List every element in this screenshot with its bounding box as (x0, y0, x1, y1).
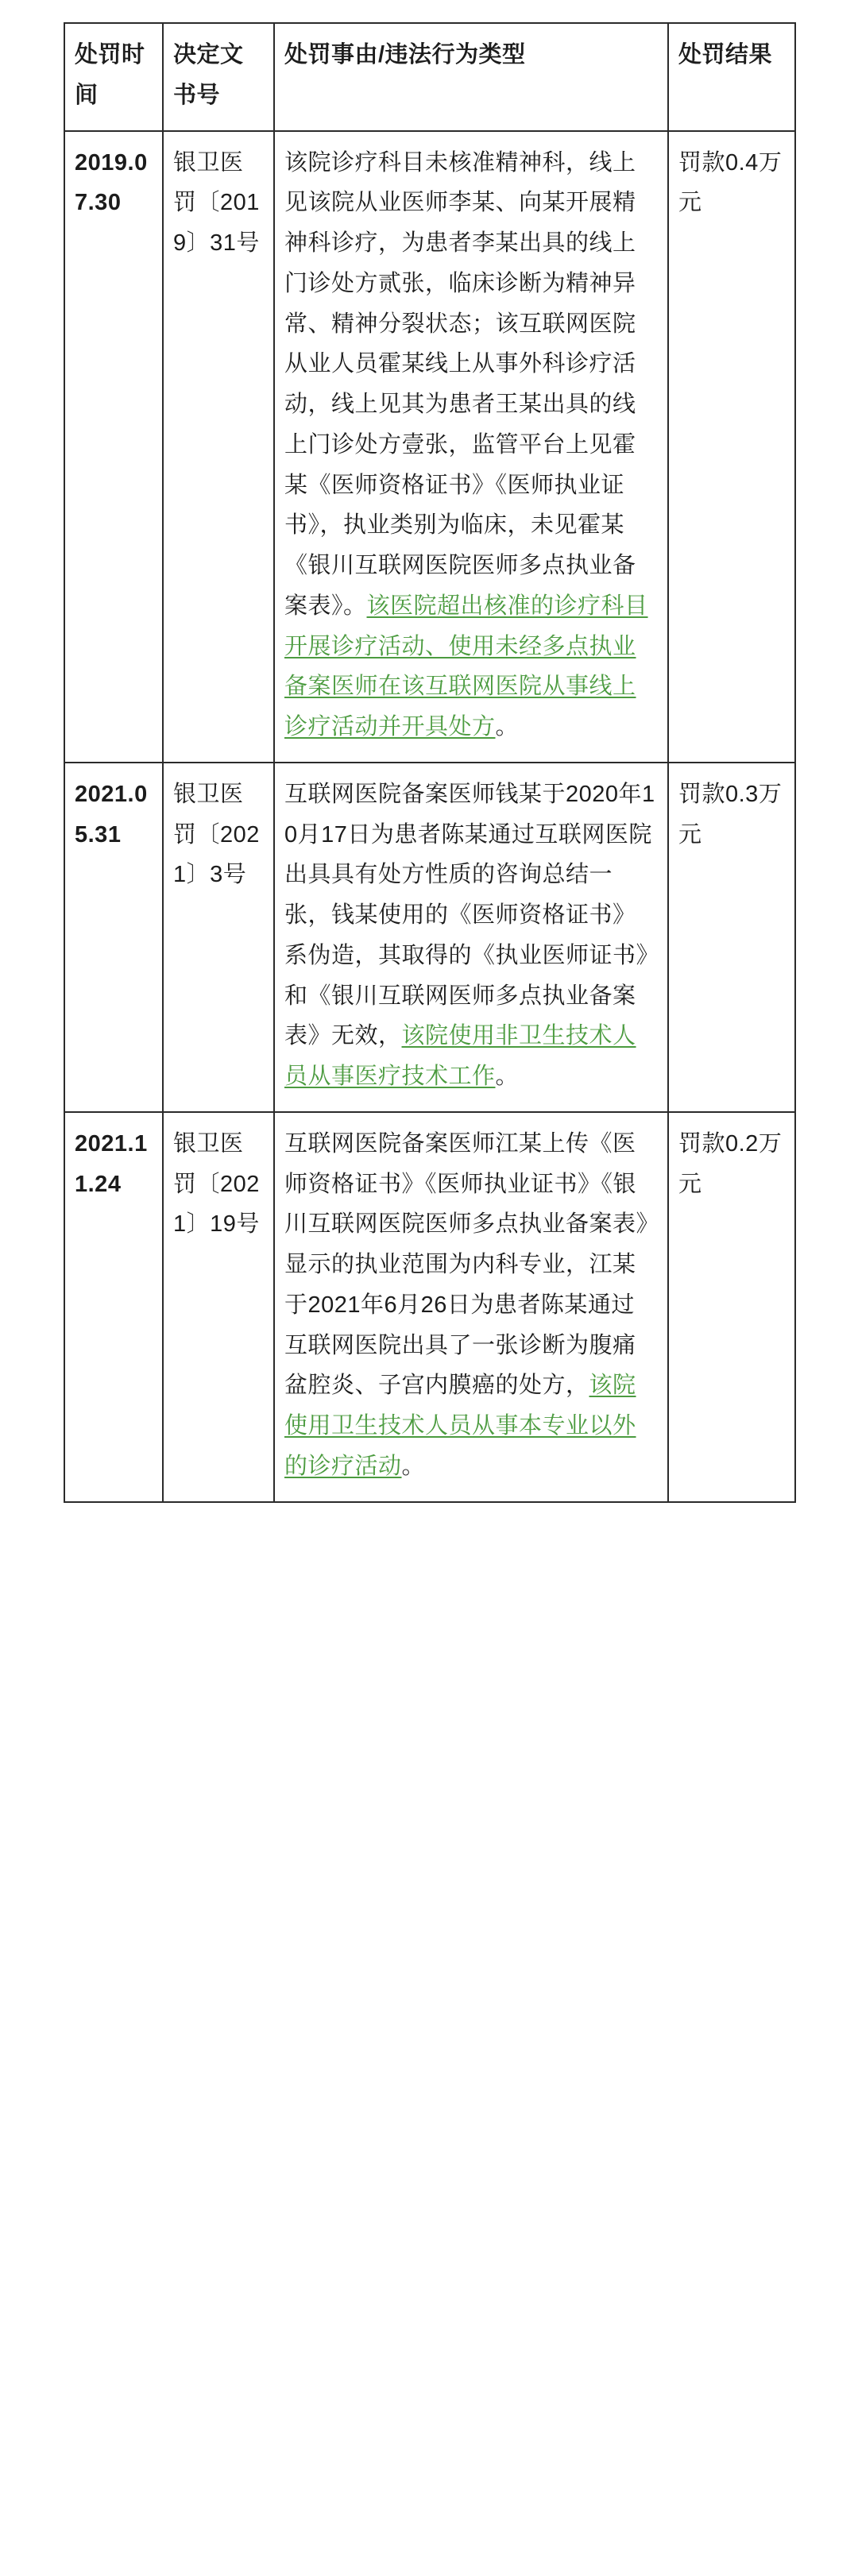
cell-result: 罚款0.2万元 (668, 1112, 795, 1502)
reason-plain-text: 互联网医院备案医师江某上传《医师资格证书》《医师执业证书》《银川互联网医院医师多点执业备案表》显示的执业范围为内科专业，江某于2021年6月26日为患者陈某通过互联网医院出具了一张诊断为腹痛盆腔炎、子宫内膜癌的处方， (284, 1130, 648, 1399)
table-row (64, 763, 795, 1112)
reason-plain-tail: 。 (495, 1064, 520, 1089)
cell-reason (274, 1112, 668, 1502)
cell-time: 2021.11.24 (64, 1112, 163, 1502)
column-header-reason: 处罚事由/违法行为类型 (274, 23, 668, 131)
reason-highlight-text: 该院使用卫生技术人员从事本专业以外的诊疗活动 (284, 1373, 636, 1479)
reason-plain-text: 互联网医院备案医师钱某于2020年10月17日为患者陈某通过互联网医院出具具有处方性质的咨询总结一张，钱某使用的《医师资格证书》系伪造，其取得的《执业医师证书》和《银川互联网医师多点执业备案表》无效， (284, 781, 655, 1049)
table-row (64, 1112, 795, 1502)
table-header-row (64, 23, 795, 131)
cell-result: 罚款0.3万元 (668, 763, 795, 1112)
table-header (64, 23, 795, 131)
table-body (64, 131, 795, 1502)
reason-plain-tail: 。 (495, 714, 520, 740)
cell-doc-no: 银卫医罚〔2021〕3号 (163, 763, 274, 1112)
reason-highlight-text: 该医院超出核准的诊疗科目开展诊疗活动、使用未经多点执业备案医师在该互联网医院从事线上诊疗活动并开具处方 (284, 593, 648, 740)
cell-doc-no: 银卫医罚〔2021〕19号 (163, 1112, 274, 1502)
cell-reason (274, 131, 668, 763)
penalty-table (64, 22, 796, 1503)
reason-highlight-text: 该院使用非卫生技术人员从事医疗技术工作 (284, 1023, 636, 1089)
reason-plain-tail: 。 (401, 1453, 426, 1479)
cell-doc-no: 银卫医罚〔2019〕31号 (163, 131, 274, 763)
cell-reason (274, 763, 668, 1112)
table-row (64, 131, 795, 763)
column-header-time: 处罚时间 (64, 23, 163, 131)
cell-time: 2019.07.30 (64, 131, 163, 763)
reason-plain-text: 该院诊疗科目未核准精神科，线上见该院从业医师李某、向某开展精神科诊疗，为患者李某出具的线上门诊处方贰张，临床诊断为精神异常、精神分裂状态；该互联网医院从业人员霍某线上从事外科诊疗活动，线上见其为患者王某出具的线上门诊处方壹张，监管平台上见霍某《医师资格证书》《医师执业证书》，执业类别为临床，未见霍某《银川互联网医院医师多点执业备案表》。 (284, 149, 636, 619)
column-header-result: 处罚结果 (668, 23, 795, 131)
column-header-doc-no: 决定文书号 (163, 23, 274, 131)
cell-result: 罚款0.4万元 (668, 131, 795, 763)
cell-time: 2021.05.31 (64, 763, 163, 1112)
